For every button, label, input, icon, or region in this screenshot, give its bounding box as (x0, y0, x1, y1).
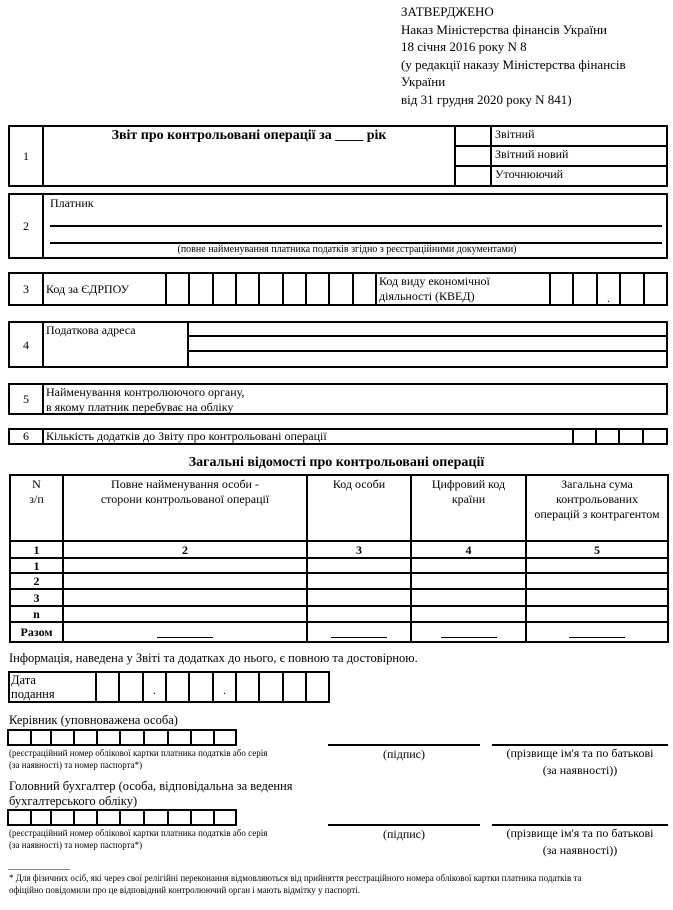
attachments-digit-box[interactable] (642, 430, 666, 443)
chief-accountant-id-digit-box[interactable] (190, 811, 213, 824)
director-id-digit-box[interactable] (50, 731, 73, 744)
chief-accountant-id-digit-box[interactable] (213, 811, 235, 824)
section-4-tax-address (8, 321, 668, 368)
report-type-checkbox[interactable] (454, 127, 490, 145)
caption-line: (прізвище ім'я та по батькові (506, 746, 654, 760)
person-code-cell[interactable] (307, 558, 411, 573)
column-number: 5 (526, 541, 668, 558)
kved-label-line: діяльності (КВЕД) (379, 289, 475, 303)
report-type-option-clarifying[interactable] (454, 165, 666, 185)
party-name-cell[interactable] (63, 573, 307, 589)
footnote-separator (8, 869, 70, 870)
controlling-authority-label-line: Найменування контролюючого органу, (46, 385, 245, 399)
person-code-cell[interactable] (307, 573, 411, 589)
section-2-payer (8, 193, 668, 259)
chief-accountant-id-digit-box[interactable] (119, 811, 143, 824)
edrpou-digit-box[interactable] (258, 274, 282, 304)
blank-line (441, 637, 497, 638)
chief-accountant-id-digit-box[interactable] (50, 811, 73, 824)
chief-accountant-id-digit-box[interactable] (143, 811, 167, 824)
chief-accountant-title (9, 779, 293, 809)
section-number: 6 (10, 430, 44, 443)
director-signature-caption: (підпис) (382, 747, 426, 761)
chief-accountant-id-digit-box[interactable] (96, 811, 119, 824)
column-header-total-amount (526, 475, 668, 541)
column-header-party-name (63, 475, 307, 541)
attachments-digit-box[interactable] (618, 430, 642, 443)
kved-separator: . (607, 291, 610, 305)
date-digit-box[interactable] (282, 673, 305, 701)
payer-name-caption: (повне найменування платника податків згідно з реєстраційними документами) (177, 244, 517, 255)
column-number: 4 (411, 541, 526, 558)
approval-line: від 31 грудня 2020 року N 841) (401, 91, 572, 107)
kved-label (375, 274, 549, 304)
director-id-boxes (7, 729, 237, 746)
director-id-caption (9, 747, 267, 771)
declaration-text: Інформація, наведена у Звіті та додатках до нього, є повною та достовірною. (9, 651, 418, 665)
attachments-count-label: Кількість додатків до Звіту про контрольовані операції (46, 429, 327, 443)
director-id-digit-box[interactable] (143, 731, 167, 744)
report-type-option-reporting-new[interactable] (454, 145, 666, 165)
table-row (10, 558, 668, 573)
header-line: країни (451, 492, 486, 506)
title-line: бухгалтерського обліку) (9, 794, 138, 808)
date-digit-box[interactable] (188, 673, 212, 701)
column-header-country-code (411, 475, 526, 541)
submission-date-boxes (95, 673, 328, 701)
footnote-line: офіційно повідомили про це відповідний контролюючий орган і мають відмітку у паспорті. (9, 885, 360, 895)
total-amount-cell[interactable] (526, 573, 668, 589)
person-code-cell[interactable] (307, 606, 411, 622)
row-number: 2 (10, 573, 63, 589)
column-number: 1 (10, 541, 63, 558)
approval-line: (у редакції наказу Міністерства фінансів (401, 56, 626, 72)
report-type-option-reporting[interactable] (454, 127, 666, 145)
row-number: 1 (10, 558, 63, 573)
report-title: Звіт про контрольовані операції за ____ рік (111, 128, 387, 143)
payer-label: Платник (50, 196, 94, 210)
edrpou-digit-box[interactable] (212, 274, 235, 304)
edrpou-digit-box[interactable] (188, 274, 212, 304)
row-number: 3 (10, 589, 63, 606)
footnote-line: * Для фізичних осіб, які через свої релігійні переконання відмовляються від прийняття реєстраційного номера облікової картки платника податків та (9, 873, 582, 883)
director-id-digit-box[interactable] (213, 731, 235, 744)
tax-address-label: Податкова адреса (46, 323, 136, 337)
table-row (10, 606, 668, 622)
chief-accountant-id-digit-box[interactable] (9, 811, 30, 824)
edrpou-digit-box[interactable] (165, 274, 188, 304)
date-digit-box[interactable] (165, 673, 188, 701)
chief-accountant-signature-caption: (підпис) (382, 827, 426, 841)
column-numbers-row (10, 541, 668, 558)
total-amount-cell[interactable] (526, 589, 668, 606)
blank-line (331, 637, 387, 638)
approval-line: Наказ Міністерства фінансів України (401, 21, 607, 37)
date-separator-box (142, 673, 165, 701)
submission-date (8, 671, 330, 703)
section-number: 2 (10, 195, 44, 257)
date-digit-box[interactable] (305, 673, 328, 701)
chief-accountant-signature-field[interactable] (328, 808, 480, 826)
header-line: Цифровий код (431, 477, 506, 491)
edrpou-code-boxes (165, 274, 375, 304)
tax-address-field-line-2[interactable] (189, 335, 666, 350)
edrpou-digit-box[interactable] (352, 274, 375, 304)
submission-date-label (11, 673, 55, 701)
column-header-number (10, 475, 63, 541)
section-3-codes (8, 272, 668, 306)
header-line: сторони контрольованої операції (100, 492, 270, 506)
chief-accountant-id-digit-box[interactable] (30, 811, 50, 824)
director-id-digit-box[interactable] (119, 731, 143, 744)
total-label: Разом (10, 622, 63, 642)
date-separator-box (212, 673, 235, 701)
kved-digit-box[interactable] (643, 274, 666, 304)
chief-accountant-id-digit-box[interactable] (167, 811, 190, 824)
caption-line: (прізвище ім'я та по батькові (506, 826, 654, 840)
edrpou-digit-box[interactable] (305, 274, 328, 304)
date-digit-box[interactable] (235, 673, 258, 701)
header-line: Повне найменування особи - (111, 477, 259, 491)
header-line: з/п (29, 492, 44, 506)
director-title: Керівник (уповноважена особа) (9, 713, 178, 727)
director-name-field[interactable] (492, 728, 668, 746)
date-separator: . (223, 683, 226, 697)
tax-address-field-line-1[interactable] (189, 323, 666, 335)
edrpou-label: Код за ЄДРПОУ (46, 282, 130, 296)
chief-accountant-name-field[interactable] (492, 808, 668, 826)
footnote (9, 872, 582, 896)
attachments-digit-box[interactable] (572, 430, 595, 443)
report-type-label: Звітний новий (490, 147, 666, 165)
blank-line (569, 637, 625, 638)
total-amount-cell[interactable] (526, 558, 668, 573)
attachments-count-boxes (572, 430, 666, 443)
payer-name-field-line-1[interactable] (50, 209, 662, 227)
report-type-checkbox[interactable] (454, 147, 490, 165)
total-amount-cell[interactable] (526, 606, 668, 622)
report-type-checkbox[interactable] (454, 167, 490, 185)
kved-label-line: Код виду економічної (379, 274, 490, 288)
submission-date-label-line: подання (11, 687, 55, 701)
chief-accountant-id-digit-box[interactable] (73, 811, 96, 824)
director-signature-field[interactable] (328, 728, 480, 746)
submission-date-label-line: Дата (11, 673, 36, 687)
controlling-authority-label-line: в якому платник перебуває на обліку (46, 400, 234, 414)
payer-name-field-line-2[interactable] (50, 227, 662, 244)
country-code-cell[interactable] (411, 606, 526, 622)
approval-line: 18 січня 2016 року N 8 (401, 39, 527, 54)
party-name-cell[interactable] (63, 589, 307, 606)
table-row (10, 589, 668, 606)
section-number: 1 (10, 127, 44, 185)
caption-line: (реєстраційний номер облікової картки платника податків або серія (9, 828, 268, 838)
chief-accountant-id-caption (9, 827, 267, 851)
director-name-caption (492, 745, 668, 779)
director-id-digit-box[interactable] (9, 731, 30, 744)
blank-line (157, 637, 213, 638)
caption-line: (за наявності)) (542, 843, 618, 857)
total-person-code-cell[interactable] (307, 622, 411, 642)
country-code-cell[interactable] (411, 589, 526, 606)
attachments-digit-box[interactable] (595, 430, 618, 443)
kved-digit-box[interactable] (619, 274, 643, 304)
section-1-report-header (8, 125, 668, 187)
table-row (10, 573, 668, 589)
kved-code-boxes (549, 274, 666, 304)
caption-line: (за наявності) та номер паспорта*) (9, 760, 143, 770)
report-type-label: Звітний (490, 127, 666, 145)
date-digit-box[interactable] (258, 673, 282, 701)
approval-line: України (401, 74, 446, 89)
country-code-cell[interactable] (411, 573, 526, 589)
date-separator: . (153, 683, 156, 697)
date-digit-box[interactable] (118, 673, 142, 701)
table-header-row (10, 475, 668, 541)
header-line: Загальна сума (561, 477, 633, 491)
total-party-cell[interactable] (63, 622, 307, 642)
header-line: N (32, 477, 41, 491)
director-id-digit-box[interactable] (96, 731, 119, 744)
header-line: Код особи (332, 477, 386, 491)
kved-digit-box[interactable] (572, 274, 596, 304)
title-line: Головний бухгалтер (особа, відповідальна за ведення (9, 779, 293, 793)
edrpou-digit-box[interactable] (235, 274, 258, 304)
party-name-cell[interactable] (63, 558, 307, 573)
report-type-options (454, 127, 666, 185)
director-id-digit-box[interactable] (190, 731, 213, 744)
caption-line: (за наявності)) (542, 763, 618, 777)
report-type-label: Уточнюючий (490, 167, 666, 185)
party-name-cell[interactable] (63, 606, 307, 622)
controlling-authority-field[interactable] (310, 385, 666, 413)
section-number: 5 (10, 385, 44, 413)
kved-digit-box[interactable] (596, 274, 619, 304)
tax-address-field-line-3[interactable] (189, 350, 666, 366)
director-id-digit-box[interactable] (73, 731, 96, 744)
section-number: 4 (10, 323, 44, 366)
caption-line: (за наявності) та номер паспорта*) (9, 840, 143, 850)
approval-stamp (401, 3, 626, 108)
column-number: 2 (63, 541, 307, 558)
edrpou-digit-box[interactable] (282, 274, 305, 304)
header-line: операцій з контрагентом (534, 507, 660, 521)
date-digit-box[interactable] (95, 673, 118, 701)
row-number: n (10, 606, 63, 622)
column-header-person-code (307, 475, 411, 541)
approval-line: ЗАТВЕРДЖЕНО (401, 4, 494, 19)
director-id-digit-box[interactable] (30, 731, 50, 744)
operations-table-title: Загальні відомості про контрольовані операції (188, 455, 485, 470)
controlling-authority-label (46, 385, 244, 415)
section-6-attachments-count (8, 428, 668, 445)
edrpou-digit-box[interactable] (328, 274, 352, 304)
total-country-code-cell[interactable] (411, 622, 526, 642)
header-line: контрольованих (555, 492, 638, 506)
tax-address-fields (187, 323, 666, 366)
total-amount-sum-cell[interactable] (526, 622, 668, 642)
section-5-controlling-authority (8, 383, 668, 415)
director-id-digit-box[interactable] (167, 731, 190, 744)
kved-digit-box[interactable] (549, 274, 572, 304)
column-number: 3 (307, 541, 411, 558)
controlled-operations-table (9, 474, 669, 643)
country-code-cell[interactable] (411, 558, 526, 573)
caption-line: (реєстраційний номер облікової картки платника податків або серія (9, 748, 268, 758)
section-number: 3 (10, 274, 44, 304)
person-code-cell[interactable] (307, 589, 411, 606)
chief-accountant-id-boxes (7, 809, 237, 826)
chief-accountant-name-caption (492, 825, 668, 859)
total-row (10, 622, 668, 642)
